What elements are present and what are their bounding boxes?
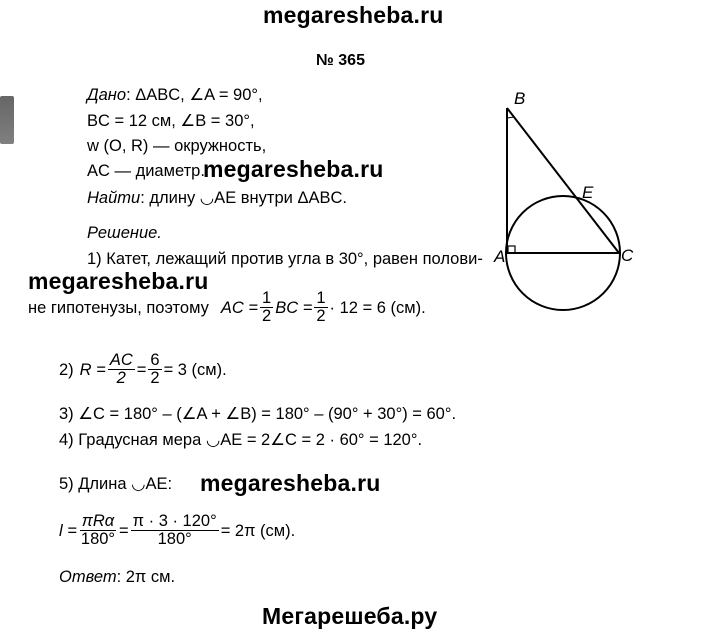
side-bc [507,108,619,253]
step-1-line-1: 1) Катет, лежащий против угла в 30°, равен полови- [87,250,483,268]
step-2-tail: = 3 (см). [163,360,227,379]
fraction-denominator: 2 [262,307,272,325]
label-e: E [582,183,594,202]
step-5-fraction-1 [79,513,117,548]
step-5-fraction-2 [131,513,219,548]
watermark-mid-1: megaresheba.ru [203,156,384,182]
fraction-numerator: 1 [316,289,326,307]
step-5-label: 5) Длина ◡AE: [59,475,173,493]
fraction-numerator: 6 [150,351,160,369]
step-1-fraction-2 [314,290,327,325]
label-a: A [494,247,506,266]
label-c: C [621,246,634,265]
fraction-denominator: 180° [157,530,192,548]
watermark-mid-2: megaresheba.ru [28,268,209,294]
given-line-4: AC — диаметр. [87,162,205,180]
problem-number: № 365 [316,52,365,69]
step-1-line-2-text: не гипотенузы, поэтому [28,298,209,317]
fraction-numerator: AC [109,351,133,369]
fraction-denominator: 2 [116,369,126,387]
right-angle-mark [508,246,515,253]
step-1-mid: BC = [275,298,313,317]
step-1-lhs: AC = [220,298,259,317]
step-1-fraction-1 [260,290,273,325]
find-text: : длину ◡AE внутри ΔABC. [140,189,347,207]
step-1-tail: · 12 = 6 (см). [329,298,426,317]
watermark-bottom: Мегарешеба.ру [262,603,438,629]
fraction-denominator: 2 [150,369,160,387]
step-5-lhs: l = [59,521,77,540]
step-3: 3) ∠C = 180° – (∠A + ∠B) = 180° – (90° + 30°) = 60°. [59,405,457,423]
answer-line [59,567,175,587]
watermark-top: megaresheba.ru [263,2,444,28]
fraction-numerator: πRα [81,512,115,530]
given-label: Дано [87,86,127,104]
given-line-1 [87,85,263,105]
watermark-mid-3: megaresheba.ru [200,470,381,496]
angle-b-mark [507,117,514,118]
given-line-2: BC = 12 см, ∠B = 30°, [87,112,255,130]
fraction-denominator: 2 [316,307,326,325]
step-2-prefix: 2) [59,360,74,379]
geometry-figure [488,82,648,322]
answer-text: : 2π см. [116,568,176,586]
step-2: 2) R = $\frac{AC}{2}$ = $\frac{6}{2}$ = 3 (см). [59,351,227,387]
fraction-numerator: 1 [262,289,272,307]
step-1-line-2 [28,290,426,325]
step-2-lhs: R = [79,360,106,379]
given-line-3: w (O, R) — окружность, [87,137,267,155]
step-5-formula: l = $\frac{\text{πRα}}{180^\circ}$ = $\frac{\pi \cdot 3 \cdot 120^\circ}{180^\circ}$ = 2π (см). [59,512,296,548]
fraction-numerator: π · 3 · 120° [132,512,217,530]
step-2-fraction-2 [148,352,161,387]
label-b: B [514,89,526,108]
answer-label: Ответ [59,568,117,586]
step-4: 4) Градусная мера ◡AE = 2∠C = 2 · 60° = 120°. [59,431,423,449]
solution-title: Решение. [87,224,162,242]
scan-artifact-mark [0,96,14,144]
step-2-fraction-1 [108,352,135,387]
find-label: Найти [87,189,141,207]
given-line-1-text: : ΔABC, ∠A = 90°, [126,86,263,104]
step-5-tail: = 2π (см). [220,521,296,540]
fraction-denominator: 180° [80,530,116,548]
find-line [87,188,347,208]
